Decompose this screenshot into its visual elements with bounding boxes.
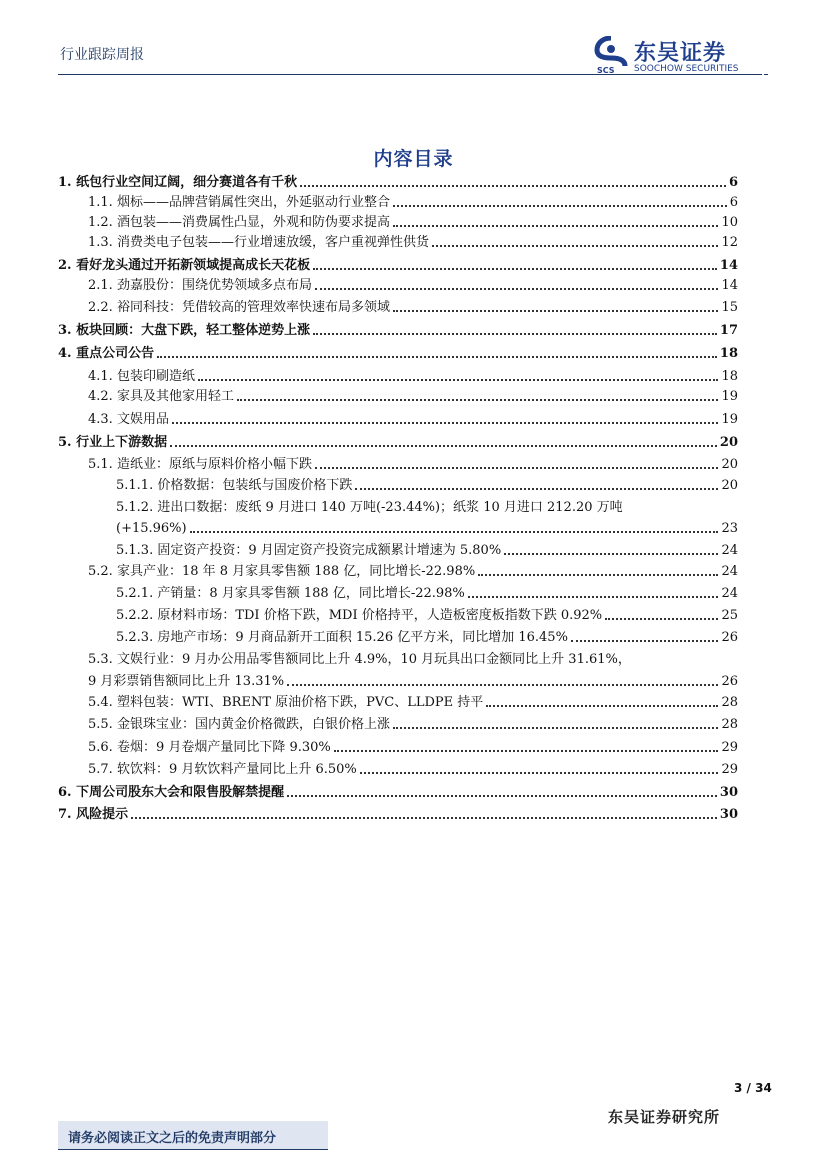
toc-dot-leader — [198, 379, 719, 381]
toc-entry-title: 2.2. 裕同科技：凭借较高的管理效率快速布局多领域 — [88, 300, 390, 315]
toc-dot-leader — [313, 333, 717, 335]
toc-entry-page: 28 — [721, 717, 738, 732]
toc-entry[interactable] — [58, 296, 738, 316]
toc-entry[interactable] — [58, 191, 738, 211]
toc-entry[interactable] — [58, 517, 738, 537]
toc-entry-title: 5.1.3. 固定资产投资：9 月固定资产投资完成额累计增速为 5.80% — [116, 543, 502, 558]
toc-entry-page: 18 — [721, 369, 738, 384]
toc-entry-title: (+15.96%) — [116, 521, 187, 536]
toc-entry[interactable] — [58, 319, 738, 339]
toc-entry-title: 1.1. 烟标——品牌营销属性突出，外延驱动行业整合 — [88, 195, 390, 210]
toc-entry[interactable] — [58, 431, 738, 451]
toc-entry-title: 4.2. 家具及其他家用轻工 — [88, 389, 234, 404]
toc-entry-page: 29 — [721, 762, 738, 777]
toc-dot-leader — [393, 205, 727, 207]
toc-entry[interactable] — [58, 342, 738, 362]
toc-dot-leader — [478, 574, 718, 576]
toc-entry-title: 1.2. 酒包装——消费属性凸显，外观和防伪要求提高 — [88, 215, 390, 230]
toc-dot-leader — [172, 422, 719, 424]
toc-dot-leader — [334, 750, 719, 752]
toc-entry-page: 15 — [721, 300, 738, 315]
toc-entry-page: 24 — [721, 543, 738, 558]
toc-entry-page: 19 — [721, 389, 738, 404]
toc-entry[interactable] — [58, 803, 738, 823]
toc-entry-title: 2.1. 劲嘉股份：围绕优势领域多点布局 — [88, 278, 312, 293]
toc-entry-page: 10 — [721, 215, 738, 230]
toc-entry[interactable] — [58, 453, 738, 473]
toc-entry-page: 26 — [721, 674, 738, 689]
toc-entry-page: 24 — [721, 586, 738, 601]
toc-entry-page: 29 — [721, 740, 738, 755]
toc-entry[interactable] — [58, 496, 738, 516]
toc-entry-title: 5.2.3. 房地产市场：9 月商品新开工面积 15.26 亿平方米，同比增加 16.45% — [116, 630, 568, 645]
toc-entry[interactable] — [58, 365, 738, 385]
toc-dot-leader — [605, 618, 718, 620]
soochow-logo-icon — [594, 36, 628, 74]
toc-entry-title: 1.3. 消费类电子包装——行业增速放缓，客户重视弹性供货 — [88, 235, 429, 250]
toc-entry-page: 26 — [721, 630, 738, 645]
toc-entry[interactable] — [58, 560, 738, 580]
toc-entry-page: 17 — [719, 323, 738, 338]
logo-wordmark-en: SOOCHOW SECURITIES — [634, 64, 739, 74]
toc-entry[interactable] — [58, 211, 738, 231]
toc-entry-title: 5.2.2. 原材料市场：TDI 价格下跌，MDI 价格持平，人造板密度板指数下跌 0.92% — [116, 608, 603, 623]
toc-dot-leader — [393, 310, 719, 312]
toc-entry[interactable] — [58, 713, 738, 733]
toc-entry-title: 5.7. 软饮料：9 月软饮料产量同比上升 6.50% — [88, 762, 357, 777]
toc-dot-leader — [504, 553, 718, 555]
toc-entry-title: 5.6. 卷烟：9 月卷烟产量同比下降 9.30% — [88, 740, 331, 755]
toc-entry-title: 9 月彩票销售额同比上升 13.31% — [88, 674, 285, 689]
toc-entry-page: 20 — [721, 457, 738, 472]
toc-dot-leader — [131, 817, 717, 819]
toc-entry-title: 5.4. 塑料包装：WTI、BRENT 原油价格下跌，PVC、LLDPE 持平 — [88, 695, 484, 710]
toc-entry-title: 5.1.1. 价格数据：包装纸与国废价格下跌 — [116, 478, 353, 493]
toc-entry-title: 5.5. 金银珠宝业：国内黄金价格微跌，白银价格上涨 — [88, 717, 390, 732]
toc-dot-leader — [287, 795, 717, 797]
toc-title: 内容目录 — [373, 148, 454, 170]
toc-entry-title: 5.3. 文娱行业：9 月办公用品零售额同比上升 4.9%，10 月玩具出口金额同比上升 31.61%， — [88, 652, 631, 667]
toc-entry[interactable] — [58, 781, 738, 801]
footer-disclaimer: 请务必阅读正文之后的免责声明部分 — [68, 1131, 277, 1146]
toc-entry[interactable] — [58, 231, 738, 251]
toc-entry-page: 30 — [719, 807, 738, 822]
toc-entry-page: 28 — [721, 695, 738, 710]
toc-dot-leader — [190, 531, 719, 533]
toc-entry-page: 6 — [728, 175, 738, 190]
toc-entry-title: 4. 重点公司公告 — [58, 346, 155, 361]
toc-entry[interactable] — [58, 604, 738, 624]
header-rule-tick — [764, 74, 768, 75]
toc-dot-leader — [571, 640, 719, 642]
toc-dot-leader — [393, 727, 719, 729]
toc-entry-page: 12 — [721, 235, 738, 250]
toc-entry-page: 18 — [719, 346, 738, 361]
toc-entry[interactable] — [58, 626, 738, 646]
toc-entry[interactable] — [58, 408, 738, 428]
footer-institute: 东吴证券研究所 — [608, 1108, 721, 1126]
toc-entry-page: 20 — [719, 435, 738, 450]
toc-entry-title: 7. 风险提示 — [58, 807, 129, 822]
toc-entry-page: 20 — [721, 478, 738, 493]
toc-entry[interactable] — [58, 539, 738, 559]
toc-entry-title: 3. 板块回顾：大盘下跌，轻工整体逆势上涨 — [58, 323, 311, 338]
toc-dot-leader — [468, 596, 719, 598]
toc-entry-page: 6 — [729, 195, 738, 210]
toc-entry-page: 14 — [719, 258, 738, 273]
toc-dot-leader — [360, 772, 719, 774]
toc-entry-page: 25 — [721, 608, 738, 623]
toc-entry-title: 5.2. 家具产业：18 年 8 月家具零售额 188 亿，同比增长-22.98% — [88, 564, 476, 579]
logo-wordmark-cn: 东吴证券 — [634, 41, 727, 66]
toc-entry[interactable] — [58, 385, 738, 405]
toc-entry-page: 30 — [719, 785, 738, 800]
toc-dot-leader — [393, 225, 719, 227]
toc-dot-leader — [313, 268, 717, 270]
toc-dot-leader — [157, 356, 717, 358]
toc-entry[interactable] — [58, 758, 738, 778]
toc-entry-title: 1. 纸包行业空间辽阔，细分赛道各有千秋 — [58, 175, 298, 190]
header-rule — [58, 74, 762, 75]
toc-entry-title: 5. 行业上下游数据 — [58, 435, 168, 450]
toc-entry-page: 24 — [721, 564, 738, 579]
toc-entry[interactable] — [58, 670, 738, 690]
toc-dot-leader — [486, 705, 718, 707]
toc-entry-title: 4.3. 文娱用品 — [88, 412, 169, 427]
toc-entry[interactable] — [58, 274, 738, 294]
toc-entry-title: 2. 看好龙头通过开拓新领域提高成长天花板 — [58, 258, 311, 273]
toc-entry[interactable] — [58, 736, 738, 756]
toc-entry[interactable] — [58, 582, 738, 602]
toc-entry-page: 23 — [721, 521, 738, 536]
brand-logo — [594, 36, 764, 76]
toc-entry-page: 14 — [721, 278, 738, 293]
toc-entry[interactable] — [58, 171, 738, 191]
toc-entry[interactable] — [58, 648, 738, 668]
toc-dot-leader — [300, 185, 726, 187]
toc-entry-title: 5.2.1. 产销量：8 月家具零售额 188 亿，同比增长-22.98% — [116, 586, 465, 601]
toc-entry-title: 5.1. 造纸业：原纸与原料价格小幅下跌 — [88, 457, 312, 472]
toc-dot-leader — [170, 445, 717, 447]
toc-entry-title: 4.1. 包装印刷造纸 — [88, 369, 195, 384]
toc-dot-leader — [315, 467, 719, 469]
toc-dot-leader — [315, 288, 719, 290]
page-indicator: 3 / 34 — [734, 1081, 772, 1095]
toc-dot-leader — [287, 684, 718, 686]
toc-dot-leader — [237, 399, 719, 401]
toc-dot-leader — [355, 488, 718, 490]
toc-dot-leader — [432, 245, 719, 247]
toc-entry[interactable] — [58, 254, 738, 274]
toc-entry[interactable] — [58, 691, 738, 711]
toc-entry[interactable] — [58, 474, 738, 494]
toc-entry-title: 6. 下周公司股东大会和限售股解禁提醒 — [58, 785, 285, 800]
svg-text:SCS: SCS — [597, 66, 615, 74]
toc-entry-page: 19 — [721, 412, 738, 427]
header-tag: 行业跟踪周报 — [60, 47, 144, 63]
toc-entry-title: 5.1.2. 进出口数据：废纸 9 月进口 140 万吨(-23.44%)；纸浆 10 月进口 212.20 万吨 — [116, 500, 623, 515]
